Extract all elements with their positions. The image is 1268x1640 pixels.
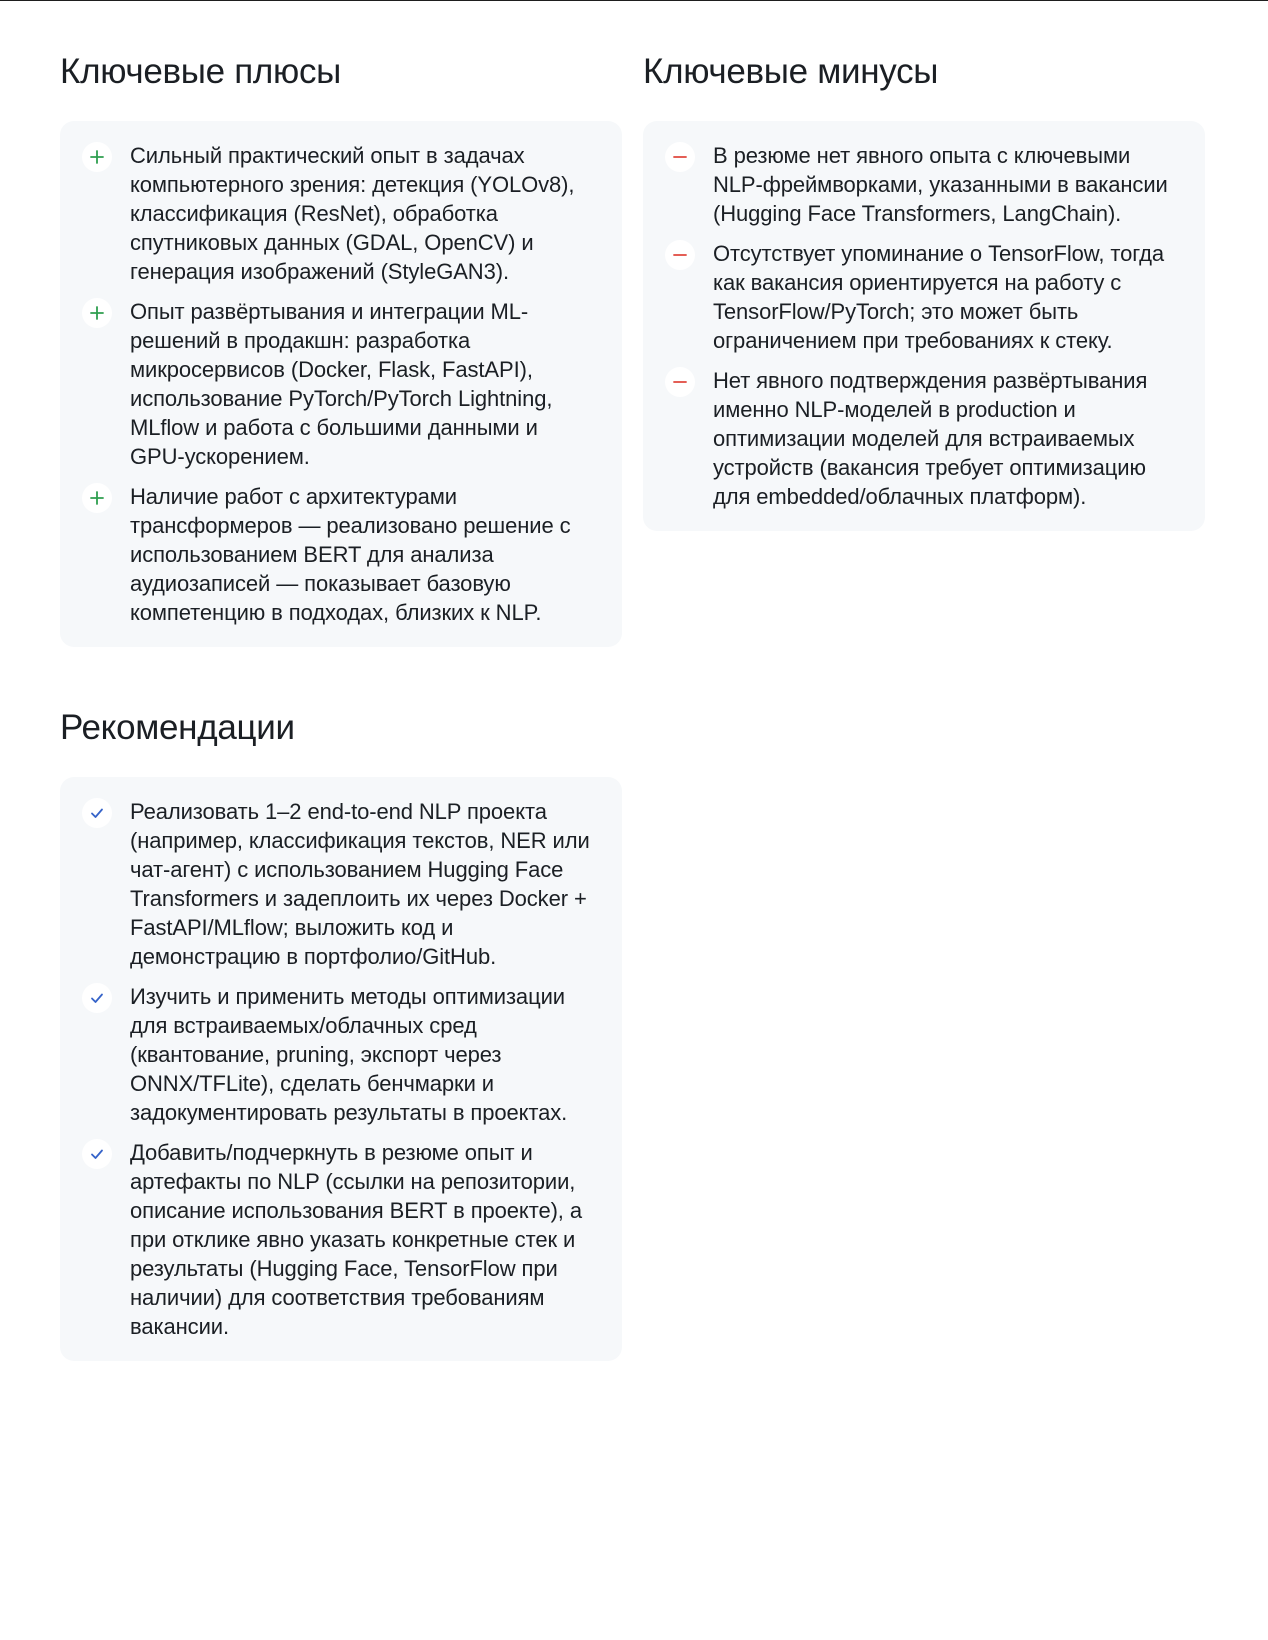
plus-icon	[82, 298, 112, 328]
recommendations-card	[60, 777, 622, 1361]
minus-icon	[665, 240, 695, 270]
recommendation-item	[82, 797, 594, 971]
pros-title: Ключевые плюсы	[60, 52, 342, 91]
recommendation-item-text: Реализовать 1–2 end-to-end NLP проекта (например, классификация текстов, NER или чат-агент) с использованием Hugging Face Transformers и задеплоить их через Docker + FastAPI/MLflow; выложить код и демонстрацию в портфолио/GitHub.	[130, 799, 590, 969]
pros-item	[82, 141, 594, 286]
top-border	[0, 0, 1268, 1]
plus-icon	[82, 483, 112, 513]
cons-item	[665, 141, 1177, 228]
recommendation-item	[82, 1138, 594, 1341]
check-icon	[82, 1139, 112, 1169]
pros-item-text: Опыт развёртывания и интеграции ML-решений в продакшн: разработка микросервисов (Docker, Flask, FastAPI), использование PyTorch/PyTorch Lightning, MLflow и работа с большими данными и GPU-ускорением.	[130, 299, 553, 469]
pros-section	[60, 52, 622, 647]
pros-item	[82, 297, 594, 471]
pros-item	[82, 482, 594, 627]
cons-item	[665, 366, 1177, 511]
check-icon	[82, 798, 112, 828]
cons-section	[643, 52, 1205, 531]
cons-item-text: В резюме нет явного опыта с ключевыми NLP-фреймворками, указанными в вакансии (Hugging Face Transformers, LangChain).	[713, 143, 1168, 226]
pros-card	[60, 121, 622, 647]
recommendation-item	[82, 982, 594, 1127]
plus-icon	[82, 142, 112, 172]
minus-icon	[665, 367, 695, 397]
recommendation-item-text: Добавить/подчеркнуть в резюме опыт и артефакты по NLP (ссылки на репозитории, описание использования BERT в проекте), а при отклике явно указать конкретные стек и результаты (Hugging Face, TensorFlow при наличии) для соответствия требованиям вакансии.	[130, 1140, 582, 1339]
cons-item-text: Отсутствует упоминание о TensorFlow, тогда как вакансия ориентируется на работу с TensorFlow/PyTorch; это может быть ограничением при требованиях к стеку.	[713, 241, 1165, 353]
cons-item-text: Нет явного подтверждения развёртывания именно NLP-моделей в production и оптимизации моделей для встраиваемых устройств (вакансия требует оптимизацию для embedded/облачных платформ).	[713, 368, 1148, 509]
recommendation-item-text: Изучить и применить методы оптимизации для встраиваемых/облачных сред (квантование, pruning, экспорт через ONNX/TFLite), сделать бенчмарки и задокументировать результаты в проектах.	[130, 984, 568, 1125]
cons-item	[665, 239, 1177, 355]
cons-title: Ключевые минусы	[643, 52, 939, 91]
minus-icon	[665, 142, 695, 172]
recommendations-section	[60, 708, 622, 1361]
pros-item-text: Сильный практический опыт в задачах компьютерного зрения: детекция (YOLOv8), классификация (ResNet), обработка спутниковых данных (GDAL, OpenCV) и генерация изображений (StyleGAN3).	[130, 143, 575, 284]
recommendations-title: Рекомендации	[60, 708, 295, 747]
check-icon	[82, 983, 112, 1013]
cons-card	[643, 121, 1205, 531]
pros-item-text: Наличие работ с архитектурами трансформеров — реализовано решение с использованием BERT для анализа аудиозаписей — показывает базовую компетенцию в подходах, близких к NLP.	[130, 484, 571, 625]
